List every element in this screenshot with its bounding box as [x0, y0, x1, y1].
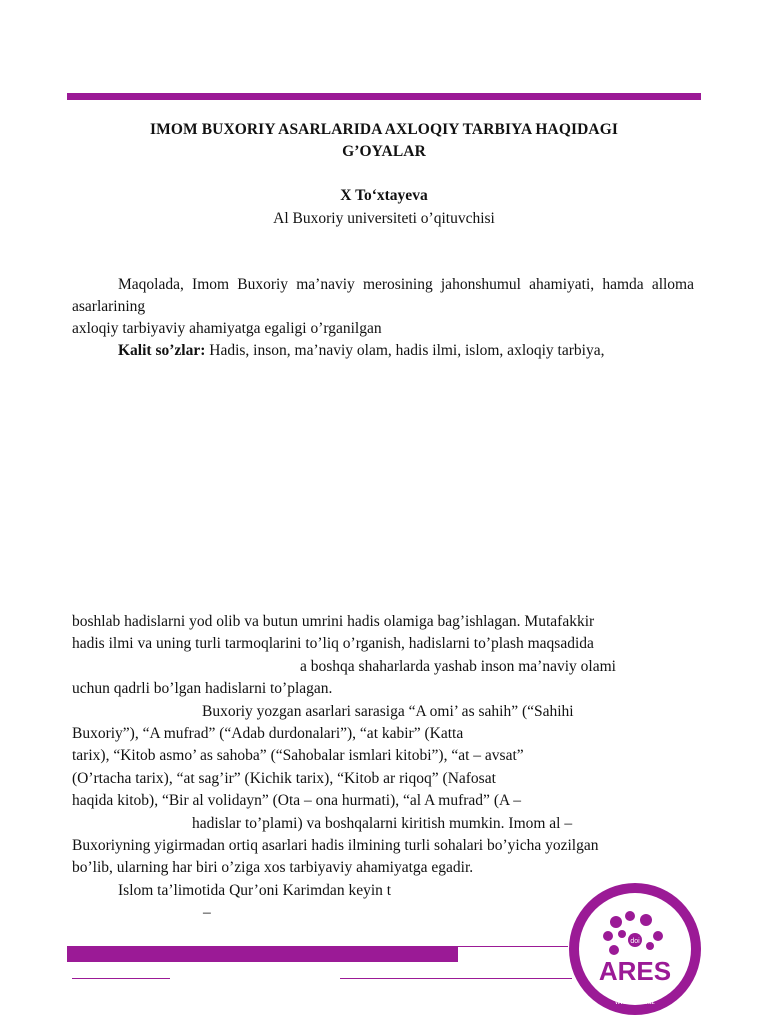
footer-bar — [67, 946, 458, 962]
title-line-2: G’OYALAR — [342, 143, 426, 160]
paragraph-2-line-4: (O’rtacha tarix), “at sag’ir” (Kichik tarix), “Kitob ar riqoq” (Nafosat — [72, 769, 496, 787]
ares-logo-graphic — [566, 880, 704, 1018]
abstract — [72, 274, 694, 362]
paragraph-2-line-8: bo’lib, ularning har biri o’ziga xos tarbiyaviy ahamiyatga egadir. — [72, 859, 474, 877]
paragraph-1-line-4: uchun qadrli bo’lgan hadislarni to’plagan. — [72, 680, 333, 698]
paragraph-1-line-1: boshlab hadislarni yod olib va butun umrini hadis olamiga bag’ishlagan. Mutafakkir — [72, 613, 595, 630]
paragraph-2-line-1: Buxoriy yozgan asarlari sarasiga “A omi’ as sahih” (“Sahihi — [202, 702, 574, 720]
abstract-text: Maqolada, Imom Buxoriy ma’naviy merosining jahonshumul ahamiyati, hamda alloma asarlarining — [72, 276, 694, 315]
paragraph-2-line-2: Buxoriy”), “A mufrad” (“Adab durdonalari”), “at kabir” (Katta — [72, 725, 464, 743]
footer-thin-rule — [458, 946, 568, 947]
author-name: X To‘xtayeva — [340, 187, 428, 204]
ares-logo — [566, 880, 704, 1018]
keywords-label: Kalit so’zlar: — [118, 342, 206, 359]
header-rule — [67, 93, 701, 100]
keywords — [72, 340, 694, 362]
abstract-text-cont: axloqiy tarbiyaviy ahamiyatga egaligi o’rganilgan — [72, 320, 382, 337]
paragraph-2-line-7: Buxoriyning yigirmadan ortiq asarlari hadis ilmining turli sohalari bo’yicha yozilgan — [72, 837, 599, 855]
footer-rule-middle — [340, 978, 572, 979]
logo-doi-badge: doi — [630, 938, 640, 945]
logo-arc-text: ACADEMIC RESEARCH IN EDUCATION — [578, 892, 692, 949]
keywords-list: Hadis, inson, ma’naviy olam, hadis ilmi, islom, axloqiy tarbiya, — [205, 342, 605, 359]
footer-rule-left — [72, 978, 170, 979]
article-title — [72, 119, 696, 163]
title-line-1: IMOM BUXORIY ASARLARIDA AXLOQIY TARBIYA HAQIDAGI — [149, 121, 618, 138]
logo-name: ARES — [598, 956, 672, 986]
paragraph-3-line-2: – — [203, 904, 211, 922]
body-text — [72, 611, 694, 925]
paragraph-2-line-3: tarix), “Kitob asmo’ as sahoba” (“Sahobalar ismlari kitobi”), “at – avsat” — [72, 747, 524, 765]
paragraph-3-line-1: Islom ta’limotida Qur’oni Karimdan keyin t — [118, 881, 392, 899]
author-affiliation: Al Buxoriy universiteti o’qituvchisi — [273, 210, 495, 227]
paragraph-2-line-5: haqida kitob), “Bir al volidayn” (Ota – ona hurmati), “al A mufrad” (A – — [72, 792, 521, 810]
paragraph-1-line-3: a boshqa shaharlarda yashab inson ma’naviy olami — [300, 657, 616, 675]
logo-url: www.ares.uz — [615, 999, 655, 1006]
paragraph-2-line-6: hadislar to’plami) va boshqalarni kiritish mumkin. Imom al – — [192, 814, 573, 832]
paragraph-1-line-2: hadis ilmi va uning turli tarmoqlarini to’liq o’rganish, hadislarni to’plash maqsadida — [72, 635, 594, 653]
